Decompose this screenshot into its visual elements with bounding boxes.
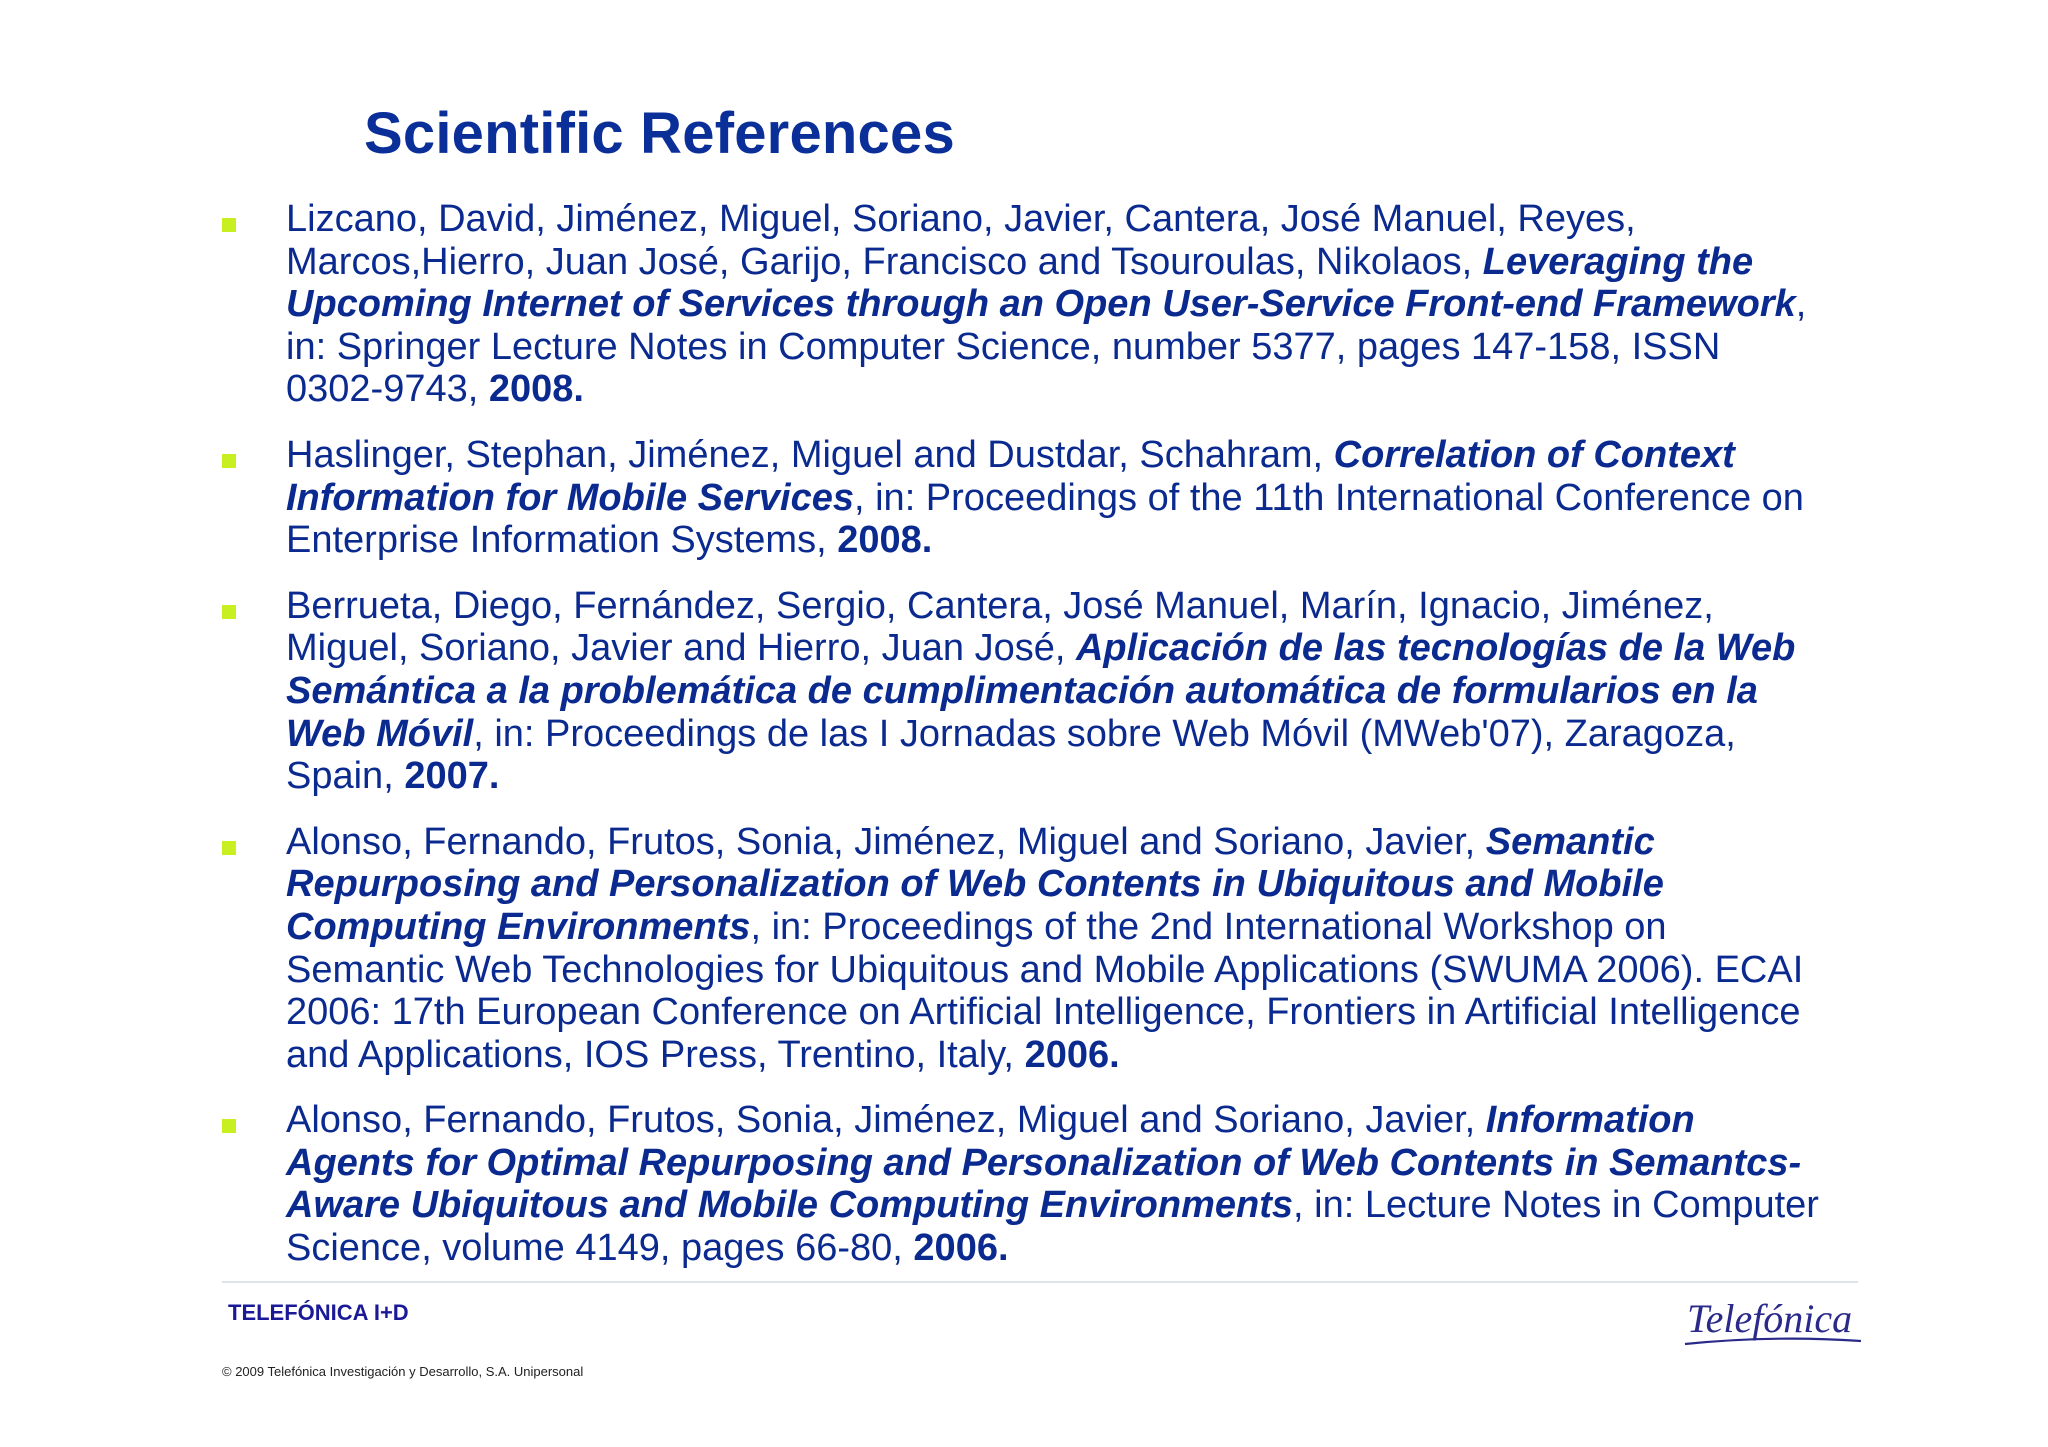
reference-authors: Alonso, Fernando, Frutos, Sonia, Jiménez, Miguel and Soriano, Javier, [286, 820, 1486, 863]
square-bullet-icon [222, 1119, 236, 1133]
reference-year: 2006. [913, 1227, 1009, 1270]
square-bullet-icon [222, 841, 236, 855]
reference-item-3 [220, 585, 1820, 798]
reference-details: , in: Proceedings of the 2nd International Workshop on Semantic Web Technologies for Ubiquitous and Mobile Applications (SWUMA 2006). ECAI 2006: 17th European Conference on Artificial Intelligence, Frontiers in Artificial Intelligence and Applications, IOS Press, Trentino, Italy, [286, 905, 1804, 1076]
reference-details: , in: Springer Lecture Notes in Computer Science, number 5377, pages 147-158, ISSN 0302-9743, [286, 283, 1807, 411]
reference-text [286, 1099, 1820, 1269]
reference-title: Aplicación de las tecnologías de la Web Semántica a la problemática de cumplimentación automática de formularios en la Web Móvil [286, 627, 1796, 755]
reference-authors: Berrueta, Diego, Fernández, Sergio, Cantera, José Manuel, Marín, Ignacio, Jiménez, Miguel, Soriano, Javier and Hierro, Juan José, [286, 584, 1714, 670]
reference-year: 2007. [404, 755, 500, 798]
reference-authors: Lizcano, David, Jiménez, Miguel, Soriano, Javier, Cantera, José Manuel, Reyes, Marcos,Hierro, Juan José, Garijo, Francisco and Tsouroulas, Nikolaos, [286, 198, 1636, 283]
reference-list [220, 198, 1820, 1293]
reference-item-1 [220, 198, 1820, 411]
reference-text [286, 585, 1820, 798]
reference-details: , in: Proceedings of the 11th International Conference on Enterprise Information Systems, [286, 476, 1804, 562]
reference-item-5 [220, 1099, 1820, 1269]
svg-text:Telefónica: Telefónica [1687, 1296, 1853, 1341]
reference-title: Semantic Repurposing and Personalization of Web Contents in Ubiquitous and Mobile Computing Environments [286, 820, 1664, 948]
reference-year: 2006. [1024, 1033, 1120, 1076]
reference-details: , in: Proceedings de las I Jornadas sobre Web Móvil (MWeb'07), Zaragoza, Spain, [286, 712, 1736, 798]
reference-authors: Haslinger, Stephan, Jiménez, Miguel and Dustdar, Schahram, [286, 433, 1334, 476]
reference-text [286, 198, 1820, 411]
reference-title: Leveraging the Upcoming Internet of Services through an Open User-Service Front-end Framework [286, 240, 1796, 326]
square-bullet-icon [222, 454, 236, 468]
square-bullet-icon [222, 218, 236, 232]
reference-item-2 [220, 434, 1820, 562]
reference-authors: Alonso, Fernando, Frutos, Sonia, Jiménez, Miguel and Soriano, Javier, [286, 1099, 1486, 1142]
footer-brand: TELEFÓNICA I+D [228, 1300, 409, 1325]
reference-year: 2008. [837, 519, 933, 562]
reference-title: Correlation of Context Information for Mobile Services [286, 433, 1735, 519]
reference-details: , in: Lecture Notes in Computer Science, volume 4149, pages 66-80, [286, 1184, 1819, 1270]
reference-text [286, 821, 1820, 1077]
reference-text [286, 434, 1820, 562]
telefonica-logo [1683, 1294, 1863, 1350]
reference-year: 2008. [488, 368, 584, 411]
footer-copyright: © 2009 Telefónica Investigación y Desarrollo, S.A. Unipersonal [222, 1364, 584, 1379]
footer-divider [222, 1281, 1858, 1283]
square-bullet-icon [222, 605, 236, 619]
reference-title: Information Agents for Optimal Repurposing and Personalization of Web Contents in Semantcs-Aware Ubiquitous and Mobile Computing Environments [286, 1099, 1802, 1227]
slide-title: Scientific References [364, 101, 955, 166]
reference-item-4 [220, 821, 1820, 1077]
